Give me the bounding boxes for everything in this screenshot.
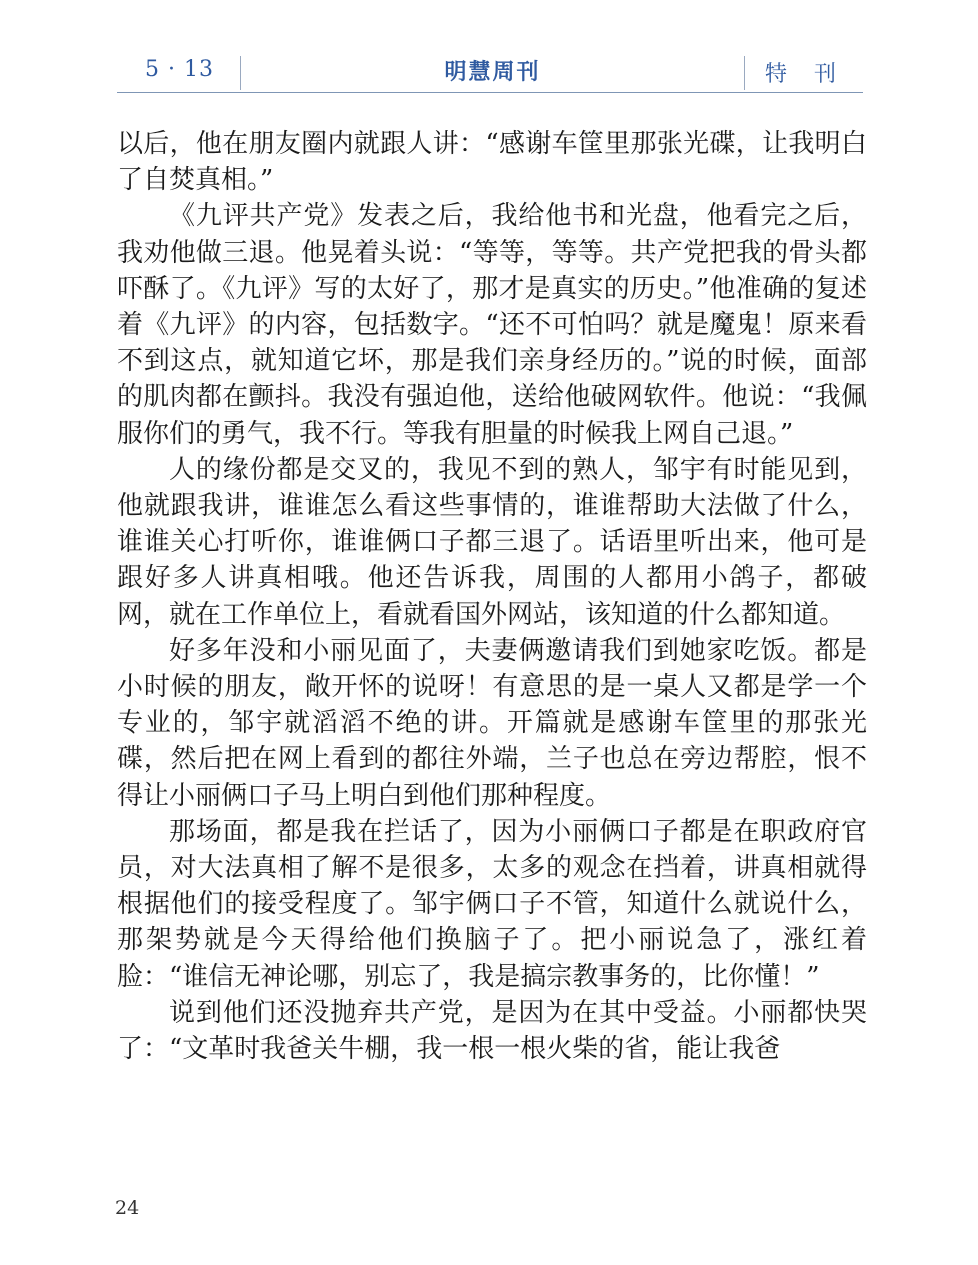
- page-number: 24: [115, 1197, 140, 1219]
- paragraph: 以后，他在朋友圈内就跟人讲：“感谢车筐里那张光碟，让我明白了自焚真相。”: [117, 129, 867, 196]
- paragraph: 《九评共产党》发表之后，我给他书和光盘，他看完之后，我劝他做三退。他晃着头说：“等等，等等。共产党把我的骨头都吓酥了。《九评》写的太好了，那才是真实的历史。”他准确的复述着《九评》的内容，包括数字。“还不可怕吗？就是魔鬼！原来看不到这点，就知道它坏，那是我们亲身经历的。”说的时候，面部的肌肉都在颤抖。我没有强迫他，送给他破网软件。他说：“我佩服你们的勇气，我不行。等我有胆量的时候我上网自己退。”: [117, 201, 867, 449]
- header-divider: [744, 56, 745, 90]
- paragraph: 那场面，都是我在拦话了，因为小丽俩口子都是在职政府官员，对大法真相了解不是很多，太多的观念在挡着，讲真相就得根据他们的接受程度了。邹宇俩口子不管，知道什么就说什么，那架势就是今天得给他们换脑子了。把小丽说急了，涨红着脸：“谁信无神论哪，别忘了，我是搞宗教事务的，比你懂！”: [117, 816, 867, 992]
- paragraph: 好多年没和小丽见面了，夫妻俩邀请我们到她家吃饭。都是小时候的朋友，敞开怀的说呀！有意思的是一桌人又都是学一个专业的，邹宇就滔滔不绝的讲。开篇就是感谢车筐里的那张光碟，然后把在网上看到的都往外端，兰子也总在旁边帮腔，恨不得让小丽俩口子马上明白到他们那种程度。: [117, 635, 867, 811]
- running-header: [117, 50, 863, 93]
- issue-number: 5 · 13: [145, 57, 214, 82]
- paragraph: 人的缘份都是交叉的，我见不到的熟人，邹宇有时能见到，他就跟我讲，谁谁怎么看这些事情的，谁谁帮助大法做了什么，谁谁关心打听你，谁谁俩口子都三退了。话语里听出来，他可是跟好多人讲真相哦。他还告诉我，周围的人都用小鸽子，都破网，就在工作单位上，看就看国外网站，该知道的什么都知道。: [117, 454, 867, 630]
- section-label: 特 刊: [765, 62, 846, 87]
- paragraph: 说到他们还没抛弃共产党，是因为在其中受益。小丽都快哭了：“文革时我爸关牛棚，我一根一根火柴的省，能让我爸: [117, 997, 867, 1065]
- publication-title: 明慧周刊: [444, 59, 541, 85]
- article-body: [117, 126, 867, 1067]
